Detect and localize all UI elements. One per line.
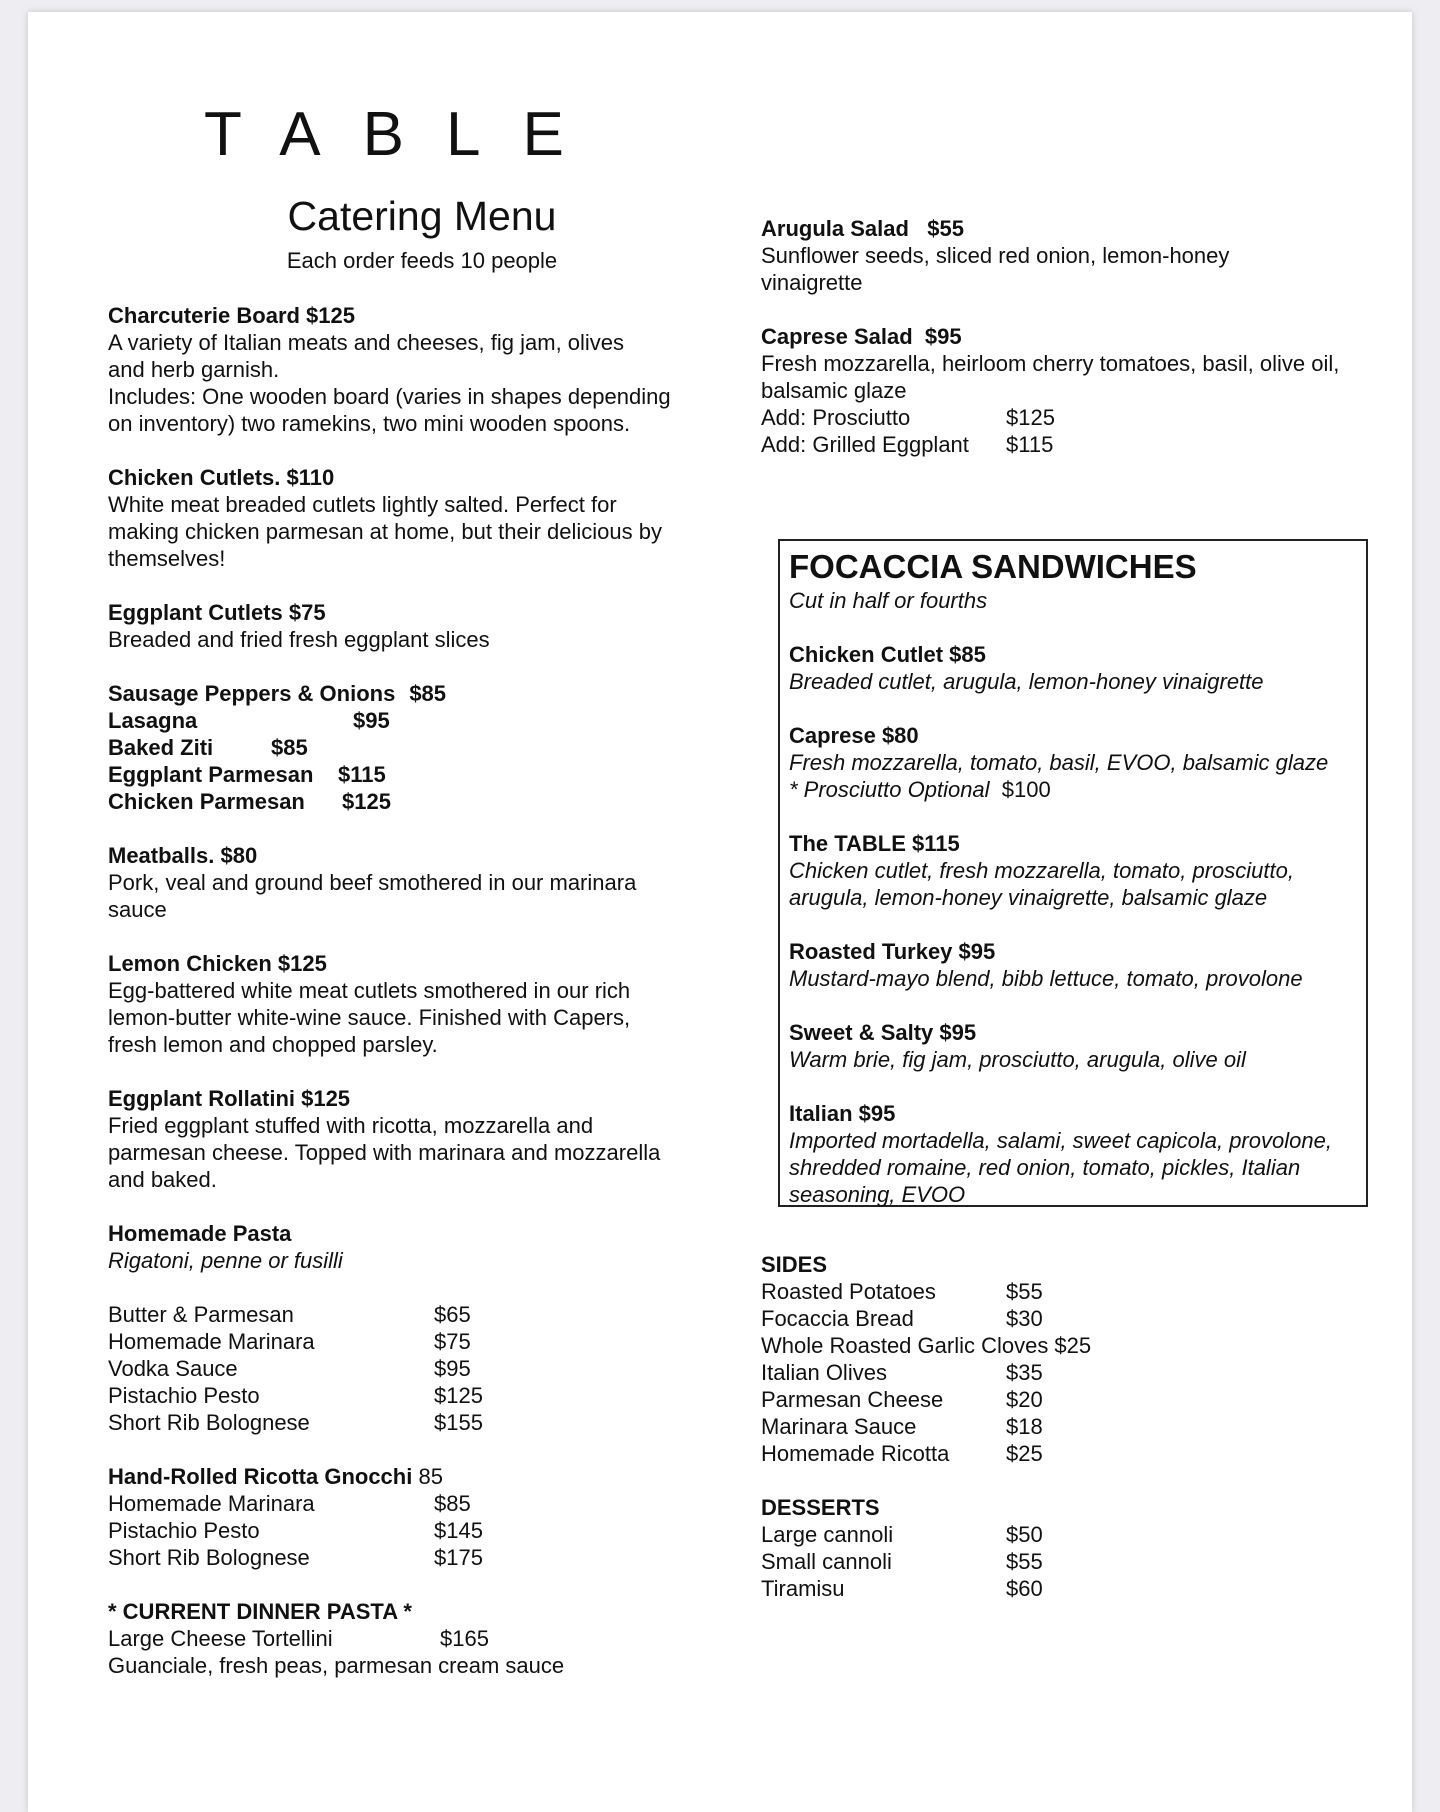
menu-item-caprese-salad (761, 323, 1361, 458)
dessert-row (761, 1521, 1361, 1548)
sandwich-name: Sweet & Salty $95 (789, 1020, 977, 1045)
pasta-row (108, 1382, 708, 1409)
pasta-name: Pistachio Pesto (108, 1383, 260, 1408)
side-name: Whole Roasted Garlic Cloves (761, 1333, 1049, 1358)
item-name: Charcuterie Board $125 (108, 303, 355, 328)
gnocchi-name: Short Rib Bolognese (108, 1545, 310, 1570)
gnocchi-title: Hand-Rolled Ricotta Gnocchi (108, 1464, 413, 1489)
sandwich-item (789, 1100, 1358, 1208)
gnocchi-price: $175 (434, 1545, 483, 1570)
sides-title: SIDES (761, 1252, 828, 1277)
tray-name: Eggplant Parmesan (108, 762, 314, 787)
dinner-pasta-row (108, 1625, 708, 1652)
pasta-row (108, 1409, 708, 1436)
gnocchi-title-price: 85 (418, 1464, 443, 1489)
sandwich-name: Caprese $80 (789, 723, 919, 748)
item-desc: Sunflower seeds, sliced red onion, lemon-honey vinaigrette (761, 243, 1230, 295)
pasta-price: $75 (434, 1329, 471, 1354)
sandwich-note: * Prosciutto Optional (789, 777, 990, 802)
sandwich-item (789, 641, 1358, 695)
pasta-name: Homemade Marinara (108, 1329, 315, 1354)
pasta-name: Vodka Sauce (108, 1356, 238, 1381)
side-price: $25 (1006, 1441, 1043, 1466)
sandwich-note-price: $100 (1001, 777, 1051, 802)
menu-item-meatballs (108, 842, 708, 923)
brand-logo: TABLE (204, 100, 606, 169)
item-desc: Fresh mozzarella, heirloom cherry tomatoes, basil, olive oil, balsamic glaze (761, 351, 1340, 403)
gnocchi-row (108, 1544, 708, 1571)
dinner-pasta-price: $165 (440, 1626, 489, 1651)
tray-price: $85 (409, 681, 447, 706)
sandwich-desc: Mustard-mayo blend, bibb lettuce, tomato, provolone (789, 966, 1303, 991)
side-price: $55 (1006, 1279, 1043, 1304)
side-name: Parmesan Cheese (761, 1387, 944, 1412)
gnocchi-section (108, 1463, 708, 1571)
tray-row (108, 788, 708, 815)
pasta-row (108, 1355, 708, 1382)
tray-row (108, 734, 708, 761)
side-price: $20 (1006, 1387, 1043, 1412)
pasta-price: $95 (434, 1356, 471, 1381)
side-row (761, 1413, 1361, 1440)
gnocchi-row (108, 1517, 708, 1544)
dessert-row (761, 1548, 1361, 1575)
pasta-name: Short Rib Bolognese (108, 1410, 310, 1435)
side-row (761, 1386, 1361, 1413)
tray-name: Sausage Peppers & Onions (108, 681, 396, 706)
item-desc: A variety of Italian meats and cheeses, fig jam, olives and herb garnish. (108, 330, 625, 382)
gnocchi-price: $145 (434, 1518, 483, 1543)
dinner-pasta-desc: Guanciale, fresh peas, parmesan cream sauce (108, 1653, 565, 1678)
item-name: Eggplant Rollatini $125 (108, 1086, 351, 1111)
menu-item-lemon-chicken (108, 950, 708, 1058)
gnocchi-price: $85 (434, 1491, 471, 1516)
dessert-name: Small cannoli (761, 1549, 892, 1574)
item-includes: Includes: One wooden board (varies in shapes depending on inventory) two ramekins, two mini wooden spoons. (108, 384, 671, 436)
sandwich-item (789, 830, 1358, 911)
addon-row (761, 431, 1361, 458)
dessert-price: $60 (1006, 1576, 1043, 1601)
addon-name: Add: Prosciutto (761, 405, 911, 430)
item-name: Chicken Cutlets. $110 (108, 465, 335, 490)
tray-row (108, 680, 708, 707)
sandwich-desc: Chicken cutlet, fresh mozzarella, tomato, prosciutto, arugula, lemon-honey vinaigrette, balsamic glaze (789, 858, 1294, 910)
menu-item-eggplant-cutlets (108, 599, 708, 653)
item-desc: Breaded and fried fresh eggplant slices (108, 627, 490, 652)
tray-price: $85 (271, 735, 308, 760)
side-row (761, 1359, 1361, 1386)
pasta-title: Homemade Pasta (108, 1221, 292, 1246)
side-name: Italian Olives (761, 1360, 887, 1385)
addon-row (761, 404, 1361, 431)
focaccia-box (778, 539, 1368, 1207)
pasta-section (108, 1220, 708, 1436)
addon-price: $115 (1006, 432, 1054, 457)
sandwich-desc: Warm brie, fig jam, prosciutto, arugula, olive oil (789, 1047, 1246, 1072)
pasta-price: $125 (434, 1383, 483, 1408)
addon-name: Add: Grilled Eggplant (761, 432, 969, 457)
pasta-row (108, 1328, 708, 1355)
pasta-price: $65 (434, 1302, 471, 1327)
side-name: Roasted Potatoes (761, 1279, 936, 1304)
sides-desserts-column (761, 1251, 1361, 1602)
menu-item-arugula-salad (761, 215, 1361, 296)
menu-item-eggplant-rollatini (108, 1085, 708, 1193)
item-name: Meatballs. $80 (108, 843, 258, 868)
dessert-name: Large cannoli (761, 1522, 894, 1547)
sandwich-item (789, 1019, 1358, 1073)
tray-price: $125 (342, 789, 391, 814)
pasta-row (108, 1301, 708, 1328)
page-title: Catering Menu (287, 193, 557, 239)
sandwich-name: Roasted Turkey $95 (789, 939, 996, 964)
sandwich-desc: Breaded cutlet, arugula, lemon-honey vinaigrette (789, 669, 1264, 694)
dinner-pasta-section (108, 1598, 708, 1679)
pasta-price: $155 (434, 1410, 483, 1435)
item-desc: Egg-battered white meat cutlets smothered in our rich lemon-butter white-wine sauce. Finished with Capers, fresh lemon and chopped parsley. (108, 978, 631, 1057)
addon-price: $125 (1006, 405, 1055, 430)
sandwich-note-row (789, 776, 1358, 803)
side-name: Marinara Sauce (761, 1414, 917, 1439)
gnocchi-name: Homemade Marinara (108, 1491, 315, 1516)
sandwich-item (789, 722, 1358, 803)
focaccia-subtitle: Cut in half or fourths (789, 588, 988, 613)
dessert-row (761, 1575, 1361, 1602)
tray-name: Baked Ziti (108, 735, 214, 760)
dinner-pasta-name: Large Cheese Tortellini (108, 1626, 333, 1651)
sandwich-name: The TABLE $115 (789, 831, 960, 856)
side-price: $25 (1054, 1333, 1092, 1358)
left-column (108, 302, 708, 1679)
tray-row (108, 761, 708, 788)
dinner-pasta-title: * CURRENT DINNER PASTA * (108, 1599, 412, 1624)
menu-item-charcuterie (108, 302, 708, 437)
side-row (761, 1305, 1361, 1332)
side-name: Homemade Ricotta (761, 1441, 950, 1466)
item-name: Eggplant Cutlets $75 (108, 600, 326, 625)
menu-item-chicken-cutlets (108, 464, 708, 572)
tray-price: $115 (338, 762, 386, 787)
gnocchi-row (108, 1490, 708, 1517)
sides-section (761, 1251, 1361, 1467)
focaccia-title: FOCACCIA SANDWICHES (789, 548, 1197, 585)
dessert-price: $50 (1006, 1522, 1043, 1547)
item-name: Lemon Chicken $125 (108, 951, 327, 976)
side-name: Focaccia Bread (761, 1306, 914, 1331)
item-desc: Pork, veal and ground beef smothered in our marinara sauce (108, 870, 637, 922)
item-desc: White meat breaded cutlets lightly salted. Perfect for making chicken parmesan at home, but their delicious by themselves! (108, 492, 662, 571)
desserts-section (761, 1494, 1361, 1602)
tray-name: Lasagna (108, 708, 198, 733)
pasta-name: Butter & Parmesan (108, 1302, 294, 1327)
side-price: $30 (1006, 1306, 1043, 1331)
desserts-title: DESSERTS (761, 1495, 880, 1520)
sandwich-name: Italian $95 (789, 1101, 896, 1126)
sandwich-name: Chicken Cutlet $85 (789, 642, 986, 667)
gnocchi-title-row (108, 1463, 708, 1490)
sandwich-desc: Imported mortadella, salami, sweet capicola, provolone, shredded romaine, red onion, tomato, pickles, Italian seasoning, EVOO (789, 1128, 1332, 1207)
tray-row (108, 707, 708, 734)
side-row (761, 1278, 1361, 1305)
sandwich-item (789, 938, 1358, 992)
side-price: $18 (1006, 1414, 1043, 1439)
tray-name: Chicken Parmesan (108, 789, 305, 814)
gnocchi-name: Pistachio Pesto (108, 1518, 260, 1543)
sandwich-desc: Fresh mozzarella, tomato, basil, EVOO, balsamic glaze (789, 750, 1329, 775)
side-row (761, 1440, 1361, 1467)
tray-price: $95 (353, 708, 390, 733)
page-subtitle: Each order feeds 10 people (286, 248, 558, 273)
dessert-price: $55 (1006, 1549, 1043, 1574)
item-desc: Fried eggplant stuffed with ricotta, mozzarella and parmesan cheese. Topped with marinara and mozzarella and baked. (108, 1113, 661, 1192)
side-row (761, 1332, 1361, 1359)
item-name: Arugula Salad $55 (761, 216, 964, 241)
pasta-subtitle: Rigatoni, penne or fusilli (108, 1248, 343, 1273)
right-column (761, 215, 1361, 485)
side-price: $35 (1006, 1360, 1043, 1385)
item-name: Caprese Salad $95 (761, 324, 962, 349)
trays-list (108, 680, 708, 815)
dessert-name: Tiramisu (761, 1576, 845, 1601)
menu-page (28, 12, 1412, 1812)
